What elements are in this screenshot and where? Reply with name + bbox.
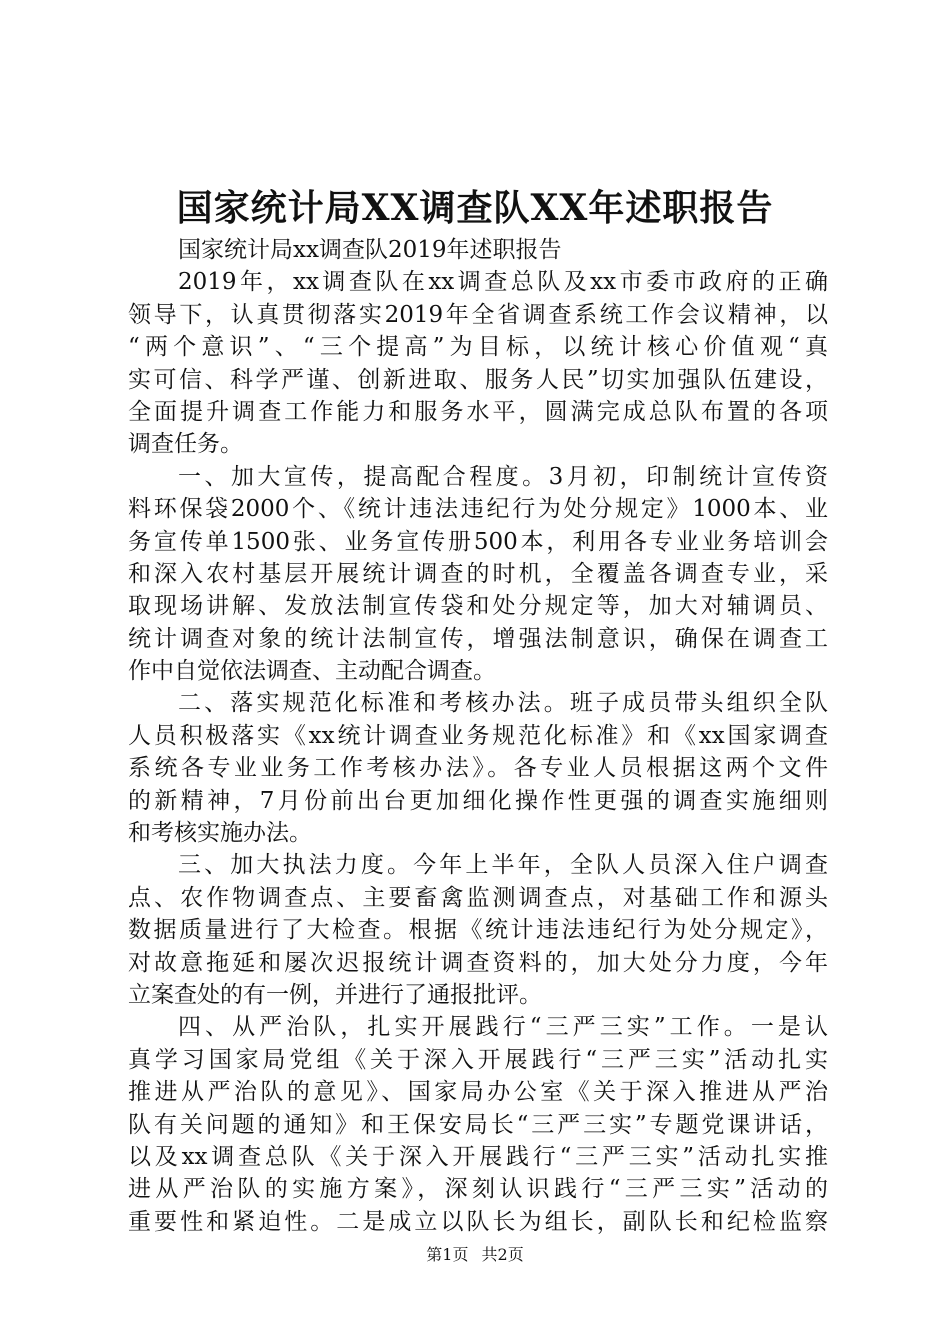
paragraph-line: 调查任务。 [128,431,243,458]
paragraph-line: 领导下，认真贯彻落实2019年全省调查系统工作会议精神，以 [128,301,828,328]
paragraph-line: 统计调查对象的统计法制宣传，增强法制意识，确保在调查工 [128,625,828,652]
paragraph-line: 三、加大执法力度。今年上半年，全队人员深入住户调查 [178,852,828,879]
paragraph-line: 作中自觉依法调查、主动配合调查。 [128,658,496,685]
paragraph-line: “两个意识”、“三个提高”为目标，以统计核心价值观“真 [128,334,828,361]
paragraph-line: 点、农作物调查点、主要畜禽监测调查点，对基础工作和源头 [128,884,828,911]
page-total: 共2页 [481,1245,524,1264]
page-footer [0,1242,950,1265]
paragraph-line: 重要性和紧迫性。二是成立以队长为组长，副队长和纪检监察 [128,1208,828,1235]
paragraph-line: 料环保袋2000个、《统计违法违纪行为处分规定》1000本、业 [128,496,828,523]
paragraph-line: 和深入农村基层开展统计调查的时机，全覆盖各调查专业，采 [128,560,828,587]
page-number: 第1页 [426,1245,469,1264]
paragraph-line: 立案查处的有一例，并进行了通报批评。 [128,981,542,1008]
paragraph-line: 真学习国家局党组《关于深入开展践行“三严三实”活动扎实 [128,1046,828,1073]
subtitle-line: 国家统计局xx调查队2019年述职报告 [178,237,562,263]
paragraph-line: 二、落实规范化标准和考核办法。班子成员带头组织全队 [178,690,828,717]
paragraph-line: 数据质量进行了大检查。根据《统计违法违纪行为处分规定》， [128,917,828,944]
paragraph-line: 人员积极落实《xx统计调查业务规范化标准》和《xx国家调查 [128,722,828,749]
paragraph-line: 系统各专业业务工作考核办法》。各专业人员根据这两个文件 [128,755,828,782]
paragraph-line: 取现场讲解、发放法制宣传袋和处分规定等，加大对辅调员、 [128,593,828,620]
paragraph-line: 一、加大宣传，提高配合程度。3月初，印制统计宣传资 [178,463,828,490]
paragraph-line: 四、从严治队，扎实开展践行“三严三实”工作。一是认 [178,1014,828,1041]
paragraph-line: 2019年，xx调查队在xx调查总队及xx市委市政府的正确 [178,269,828,296]
paragraph-line: 进从严治队的实施方案》，深刻认识践行“三严三实”活动的 [128,1176,828,1203]
paragraph-line: 对故意拖延和屡次迟报统计调查资料的，加大处分力度，今年 [128,949,828,976]
paragraph-line: 队有关问题的通知》和王保安局长“三严三实”专题党课讲话， [128,1111,828,1138]
paragraph-line: 实可信、科学严谨、创新进取、服务人民”切实加强队伍建设， [128,366,828,393]
paragraph-line: 推进从严治队的意见》、国家局办公室《关于深入推进从严治 [128,1079,828,1106]
paragraph-line: 务宣传单1500张、业务宣传册500本，利用各专业业务培训会 [128,528,828,555]
document-title: 国家统计局XX调查队XX年述职报告 [176,187,774,229]
paragraph-line: 以及xx调查总队《关于深入开展践行“三严三实”活动扎实推 [128,1143,828,1170]
document-body [128,234,828,1238]
paragraph-line: 的新精神，7月份前出台更加细化操作性更强的调查实施细则 [128,787,828,814]
paragraph-line: 和考核实施办法。 [128,820,312,847]
paragraph-line: 全面提升调查工作能力和服务水平，圆满完成总队布置的各项 [128,398,828,425]
